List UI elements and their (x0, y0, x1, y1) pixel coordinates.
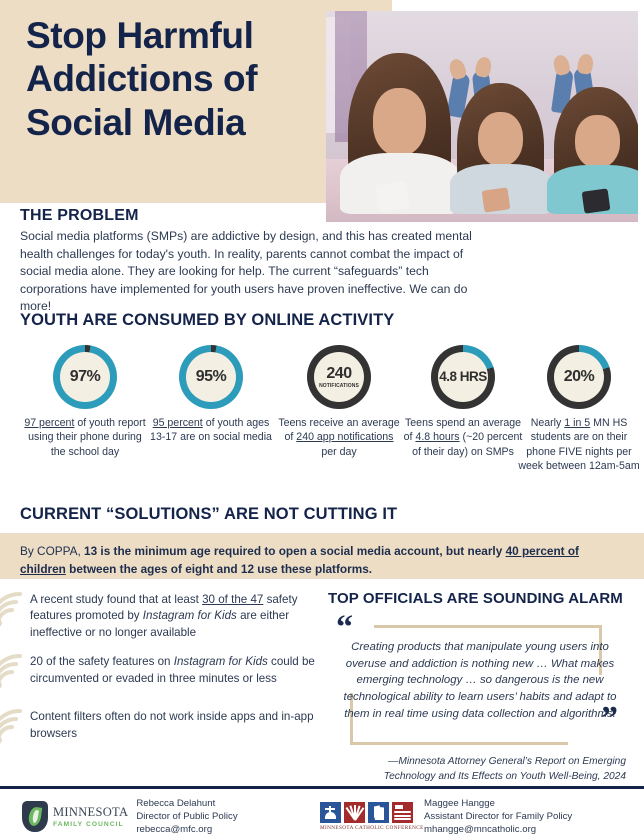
stat-value: 95% (195, 368, 227, 385)
bullet-text (30, 592, 320, 641)
section-heading-solutions: CURRENT “SOLUTIONS” ARE NOT CUTTING IT (20, 505, 398, 523)
stat-value: 97% (69, 368, 101, 385)
page-title-line: Social Media (26, 101, 246, 143)
quote-open-icon: “ (336, 609, 353, 646)
bullet-text-part: 30 of the 47 (202, 593, 264, 606)
bracket-top (374, 625, 602, 628)
bracket-bottom (350, 742, 568, 745)
capitol-dome-icon (320, 802, 341, 823)
wifi-icon (0, 707, 28, 747)
mfc-logo-name-primary: MINNESOTA (53, 805, 129, 820)
flag-icon (392, 802, 413, 823)
mfc-logo-name-secondary: FAMILY COUNCIL (53, 820, 124, 828)
page-title-line: Addictions of (26, 58, 258, 100)
bullet-item (0, 709, 320, 751)
stat-caption-text: Teens receive an average of (278, 417, 400, 444)
bullet-text-part: are either ineffective or no longer available (30, 609, 290, 639)
stat-sub-label: NOTIFICATIONS (319, 382, 359, 389)
footer-right-contact (424, 797, 572, 837)
contact-name: Maggee Hangge (424, 798, 495, 809)
bullet-text-part: Content filters often do not work inside apps and in-app browsers (30, 710, 314, 740)
stat-caption-emphasis: 240 app notifications (296, 431, 394, 444)
leaf-icon (28, 807, 43, 827)
coppa-text-part: 40 percent of children (20, 544, 579, 577)
mcc-logo (320, 802, 424, 832)
bullet-text-part: A recent study found that at least (30, 593, 203, 606)
stat-caption-text: of youth ages 13-17 are on social media (150, 417, 272, 444)
bullet-text-part: safety features promoted by (30, 593, 298, 623)
section-heading-officials: TOP OFFICIALS ARE SOUNDING ALARM (328, 590, 623, 607)
page-title (26, 14, 336, 144)
quote-text: Creating products that manipulate young users into overuse and addiction is nothing new … What makes emerging technology … so dangerous is the new technological ability to learn users’ habits and adapt to them in real time using data collection and algorithms. (343, 641, 617, 720)
quote-box (322, 609, 640, 782)
shield-icon (22, 801, 48, 832)
mcc-logo-caption: MINNESOTA CATHOLIC CONFERENCE (320, 825, 424, 832)
header-photo (326, 11, 638, 222)
stat-ring (547, 345, 611, 409)
wifi-icon (0, 652, 28, 692)
stat-value: 20% (563, 368, 595, 385)
stat-ring (307, 345, 371, 409)
coppa-text-part: 13 is the minimum age required to open a social media account, but nearly (84, 544, 506, 558)
stat-caption-text: (~20 percent of their day) on SMPs (412, 431, 523, 458)
stat-caption-text: of youth report using their phone during the school day (28, 417, 146, 458)
stat-inner (60, 352, 110, 402)
bullet-text-part: could be circumvented or evaded in three minutes or less (30, 655, 315, 685)
stat-inner (438, 352, 488, 402)
section-heading-youth: YOUTH ARE CONSUMED BY ONLINE ACTIVITY (20, 311, 395, 329)
stat-circle-item (516, 345, 642, 474)
quote-attribution: —Minnesota Attorney General’s Report on Emerging Technology and Its Effects on Youth Well-Being, 2024 (383, 756, 626, 782)
stat-caption (400, 416, 526, 459)
stat-caption-text: Nearly (530, 417, 565, 429)
bullet-item (0, 592, 320, 641)
girl-figure (348, 53, 451, 213)
bullet-text-part: 20 of the safety features on (30, 655, 174, 669)
contact-email[interactable]: mhangge@mncatholic.org (424, 824, 537, 836)
bullet-list (0, 592, 320, 764)
stat-caption (148, 416, 274, 445)
stat-caption-emphasis: 4.8 hours (415, 431, 460, 444)
footer-right-group (320, 797, 572, 837)
footer-left-group (22, 797, 238, 837)
stat-value: 240 (326, 364, 352, 382)
contact-title: Assistant Director for Family Policy (424, 811, 573, 823)
stat-caption-text: Teens spend an average of (403, 417, 522, 444)
stat-caption (22, 416, 148, 459)
stat-circle-item (276, 345, 402, 459)
bullet-text-part: Instagram for Kids (142, 609, 237, 623)
stat-ring (431, 345, 495, 409)
stat-caption-emphasis: 97 percent (24, 417, 75, 429)
minnesota-state-icon (368, 802, 389, 823)
stat-ring (53, 345, 117, 409)
stat-caption-text: per day (321, 445, 357, 458)
bullet-text (30, 709, 320, 742)
girl-figure (554, 87, 638, 214)
stat-caption (276, 416, 402, 459)
stat-value: 4.8 HRS (439, 369, 487, 385)
quote-close-icon: ” (601, 700, 618, 737)
stat-inner (314, 352, 364, 402)
page-title-line: Stop Harmful (26, 15, 254, 56)
coppa-band-text (20, 542, 620, 579)
stat-circle-item (22, 345, 148, 459)
bullet-text (30, 654, 320, 687)
footer (0, 789, 644, 839)
coppa-text-part: By COPPA, (20, 544, 85, 558)
footer-left-contact (136, 797, 237, 837)
bullet-text-part: Instagram for Kids (173, 655, 268, 669)
stat-caption-emphasis: 1 in 5 (564, 417, 591, 429)
stat-circle-item (400, 345, 526, 459)
stat-inner (186, 352, 236, 402)
section-heading-problem: THE PROBLEM (20, 207, 139, 224)
stat-caption (516, 416, 642, 474)
wheat-sheaf-icon (344, 802, 365, 823)
stat-circles-group (0, 345, 644, 490)
mfc-logo (22, 801, 128, 832)
bullet-item (0, 654, 320, 696)
coppa-text-part: between the ages of eight and 12 use these platforms. (65, 562, 373, 577)
problem-body-text: Social media platforms (SMPs) are addictive by design, and this has created mental health challenges for today's youth. In reality, parents cannot combat the impact of social media alone. They are looking for help. The current “safeguards” tech corporations have implemented for youth users have proven ineffective. We can do more! (20, 229, 472, 314)
quote-section (322, 590, 640, 782)
stat-ring (179, 345, 243, 409)
stat-caption-text: MN HS students are on their phone FIVE nights per week between 12am-5am (518, 417, 640, 473)
contact-email[interactable]: rebecca@mfc.org (136, 824, 213, 836)
wifi-icon (0, 590, 28, 630)
stat-caption-emphasis: 95 percent (152, 417, 203, 429)
stat-circle-item (148, 345, 274, 445)
girl-figure (457, 83, 544, 214)
stat-inner (554, 352, 604, 402)
contact-name: Rebecca Delahunt (136, 798, 216, 809)
contact-title: Director of Public Policy (136, 811, 238, 823)
